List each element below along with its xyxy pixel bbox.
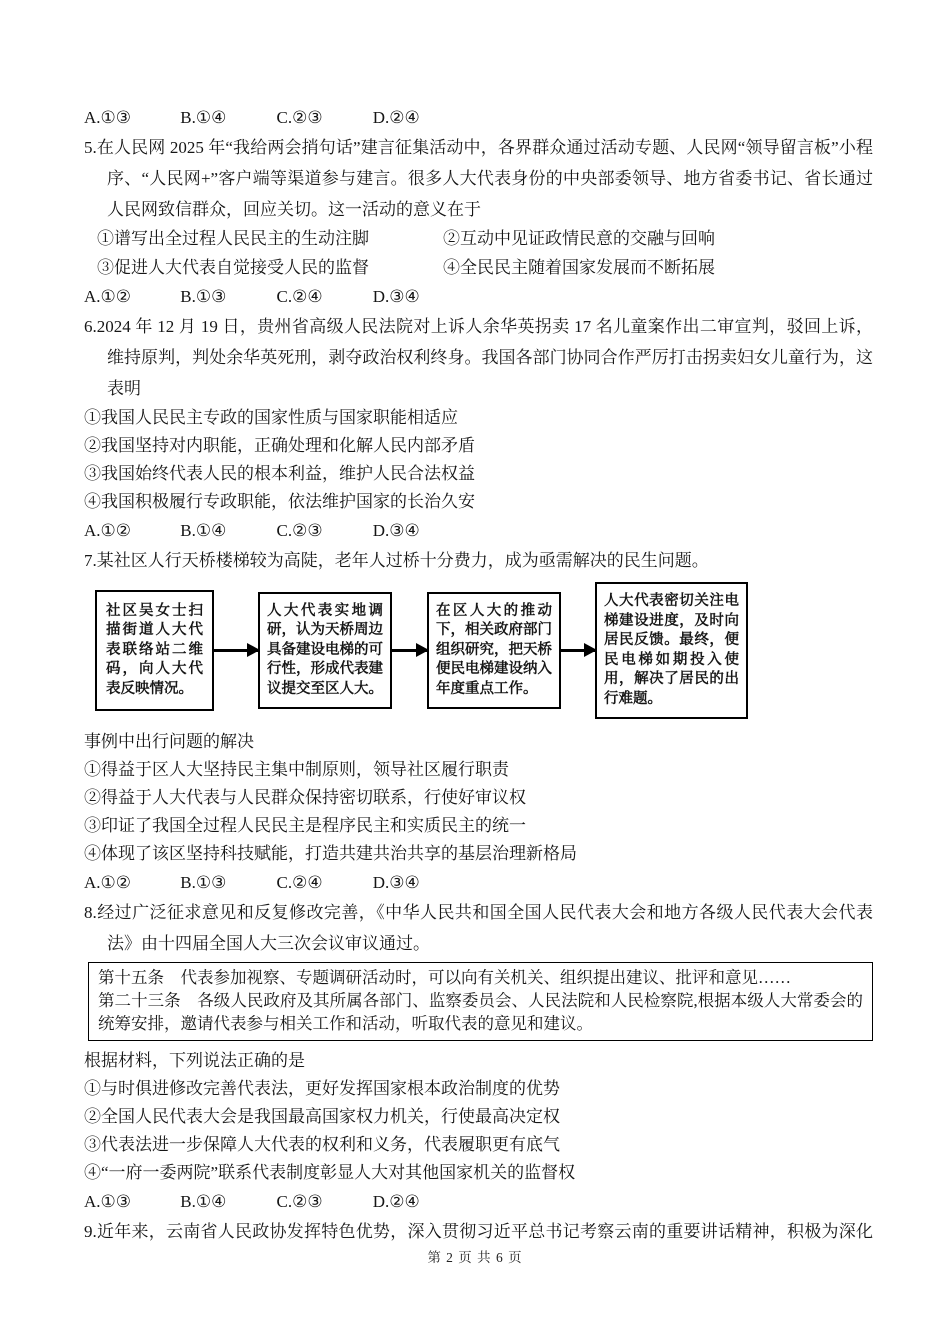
q6-option-d: D.③④ xyxy=(372,521,420,540)
q4-answer-options xyxy=(84,103,873,132)
question-5 xyxy=(84,132,873,311)
law-article-23: 第二十三条 各级人民政府及其所属各部门、监察委员会、人民法院和人民检察院,根据本级人大常委会的统筹安排，邀请代表参与相关工作和活动，听取代表的意见和建议。 xyxy=(98,991,863,1033)
flow-step-2: 人大代表实地调研，认为天桥周边具备建设电梯的可行性，形成代表建议提交至区人大。 xyxy=(258,592,392,710)
law-article-15: 第十五条 代表参加视察、专题调研活动时，可以向有关机关、组织提出建议、批评和意见…… xyxy=(98,968,791,987)
q6-statement-2: ②我国坚持对内职能，正确处理和化解人民内部矛盾 xyxy=(84,436,475,455)
flow-arrow-right-icon xyxy=(214,649,258,652)
q6-answer-options xyxy=(84,516,873,545)
q9-number: 9. xyxy=(84,1222,97,1241)
q5-statement-3: ③促进人大代表自觉接受人民的监督 xyxy=(97,257,369,277)
q4-option-c: C.②③ xyxy=(276,108,323,127)
q5-option-a: A.①② xyxy=(84,287,132,306)
flow-step-3: 在区人大的推动下，相关政府部门组织研究，把天桥便民电梯建设纳入年度重点工作。 xyxy=(427,592,561,710)
q8-answer-options xyxy=(84,1187,873,1216)
q5-text: 在人民网 2025 年“我给两会捎句话”建言征集活动中，各界群众通过活动专题、人民网“领导留言板”小程序、“人民网+”客户端等渠道参与建言。很多人大代表身份的中央部委领导、地方省委书记、省长通过人民网致信群众，回应关切。这一活动的意义在于 xyxy=(96,138,873,219)
q4-option-a: A.①③ xyxy=(84,108,132,127)
q5-answer-options xyxy=(84,282,873,311)
q7-statement-3: ③印证了我国全过程人民民主是程序民主和实质民主的统一 xyxy=(84,816,526,835)
q8-number: 8. xyxy=(84,903,97,922)
page-content xyxy=(84,103,873,1247)
q8-statement-3: ③代表法进一步保障人大代表的权利和义务，代表履职更有底气 xyxy=(84,1135,560,1154)
q5-statement-2: ②互动中见证政情民意的交融与回响 xyxy=(443,229,715,248)
q8-text: 经过广泛征求意见和反复修改完善，《中华人民共和国全国人民代表大会和地方各级人民代表大会代表法》由十四届全国人大三次会议审议通过。 xyxy=(96,903,873,953)
q7-answer-options xyxy=(84,868,873,897)
q5-option-d: D.③④ xyxy=(372,287,420,306)
question-9 xyxy=(84,1216,873,1247)
q6-option-c: C.②③ xyxy=(276,521,323,540)
q8-option-b: B.①④ xyxy=(180,1192,227,1211)
q6-statement-4: ④我国积极履行专政职能，依法维护国家的长治久安 xyxy=(84,492,475,511)
flow-arrow-right-icon xyxy=(392,649,427,652)
q8-statement-4: ④“一府一委两院”联系代表制度彰显人大对其他国家机关的监督权 xyxy=(84,1163,576,1182)
q7-option-b: B.①③ xyxy=(180,873,227,892)
q4-option-b: B.①④ xyxy=(180,108,227,127)
q6-stem xyxy=(84,311,873,404)
q5-statements xyxy=(97,225,873,282)
q8-lead: 根据材料，下列说法正确的是 xyxy=(84,1051,305,1070)
q5-stem xyxy=(84,132,873,225)
q8-statement-1: ①与时俱进修改完善代表法，更好发挥国家根本政治制度的优势 xyxy=(84,1079,560,1098)
q7-stem xyxy=(84,545,873,576)
q7-lead: 事例中出行问题的解决 xyxy=(84,732,254,751)
q6-option-a: A.①② xyxy=(84,521,132,540)
flow-arrow-right-icon xyxy=(561,649,595,652)
q6-number: 6. xyxy=(84,317,97,336)
q8-option-d: D.②④ xyxy=(372,1192,420,1211)
q8-stem xyxy=(84,897,873,959)
q6-option-b: B.①④ xyxy=(180,521,227,540)
q9-stem xyxy=(84,1216,873,1247)
q8-option-c: C.②③ xyxy=(276,1192,323,1211)
page-footer: 第 2 页 共 6 页 xyxy=(427,1250,523,1265)
q7-statement-4: ④体现了该区坚持科技赋能，打造共建共治共享的基层治理新格局 xyxy=(84,844,577,863)
q5-number: 5. xyxy=(84,138,97,157)
q4-option-d: D.②④ xyxy=(372,108,420,127)
q5-option-b: B.①③ xyxy=(180,287,227,306)
q7-option-a: A.①② xyxy=(84,873,132,892)
q8-statement-2: ②全国人民代表大会是我国最高国家权力机关，行使最高决定权 xyxy=(84,1107,560,1126)
q7-option-d: D.③④ xyxy=(372,873,420,892)
q7-flowchart xyxy=(95,582,873,719)
q5-statement-1: ①谱写出全过程人民民主的生动注脚 xyxy=(97,229,369,248)
q6-text: 2024 年 12 月 19 日，贵州省高级人民法院对上诉人余华英拐卖 17 名儿童案作出二审宣判，驳回上诉，维持原判，判处余华英死刑，剥夺政治权利终身。我国各部门协同合作严厉打击拐卖妇女儿童行为，这表明 xyxy=(96,317,873,398)
question-6 xyxy=(84,311,873,545)
q6-statement-1: ①我国人民民主专政的国家性质与国家职能相适应 xyxy=(84,408,458,427)
q7-option-c: C.②④ xyxy=(276,873,323,892)
flow-step-4: 人大代表密切关注电梯建设进度，及时向居民反馈。最终，便民电梯如期投入使用，解决了居民的出行难题。 xyxy=(595,582,748,719)
q7-statement-2: ②得益于人大代表与人民群众保持密切联系，行使好审议权 xyxy=(84,788,526,807)
q8-law-excerpt-box xyxy=(88,962,873,1041)
q8-option-a: A.①③ xyxy=(84,1192,132,1211)
q7-number: 7. xyxy=(84,551,97,570)
q7-text: 某社区人行天桥楼梯较为高陡，老年人过桥十分费力，成为亟需解决的民生问题。 xyxy=(96,551,709,570)
q5-option-c: C.②④ xyxy=(276,287,323,306)
question-7 xyxy=(84,545,873,897)
q5-statement-4: ④全民民主随着国家发展而不断拓展 xyxy=(443,257,715,277)
question-8 xyxy=(84,897,873,1216)
q9-text: 近年来，云南省人民政协发挥特色优势，深入贯彻习近平总书记考察云南的重要讲话精神，积极为深化 xyxy=(96,1222,873,1241)
q6-statement-3: ③我国始终代表人民的根本利益，维护人民合法权益 xyxy=(84,464,475,483)
flow-step-1: 社区吴女士扫描街道人大代表联络站二维码，向人大代表反映情况。 xyxy=(95,590,214,712)
q7-statement-1: ①得益于区人大坚持民主集中制原则，领导社区履行职责 xyxy=(84,760,509,779)
